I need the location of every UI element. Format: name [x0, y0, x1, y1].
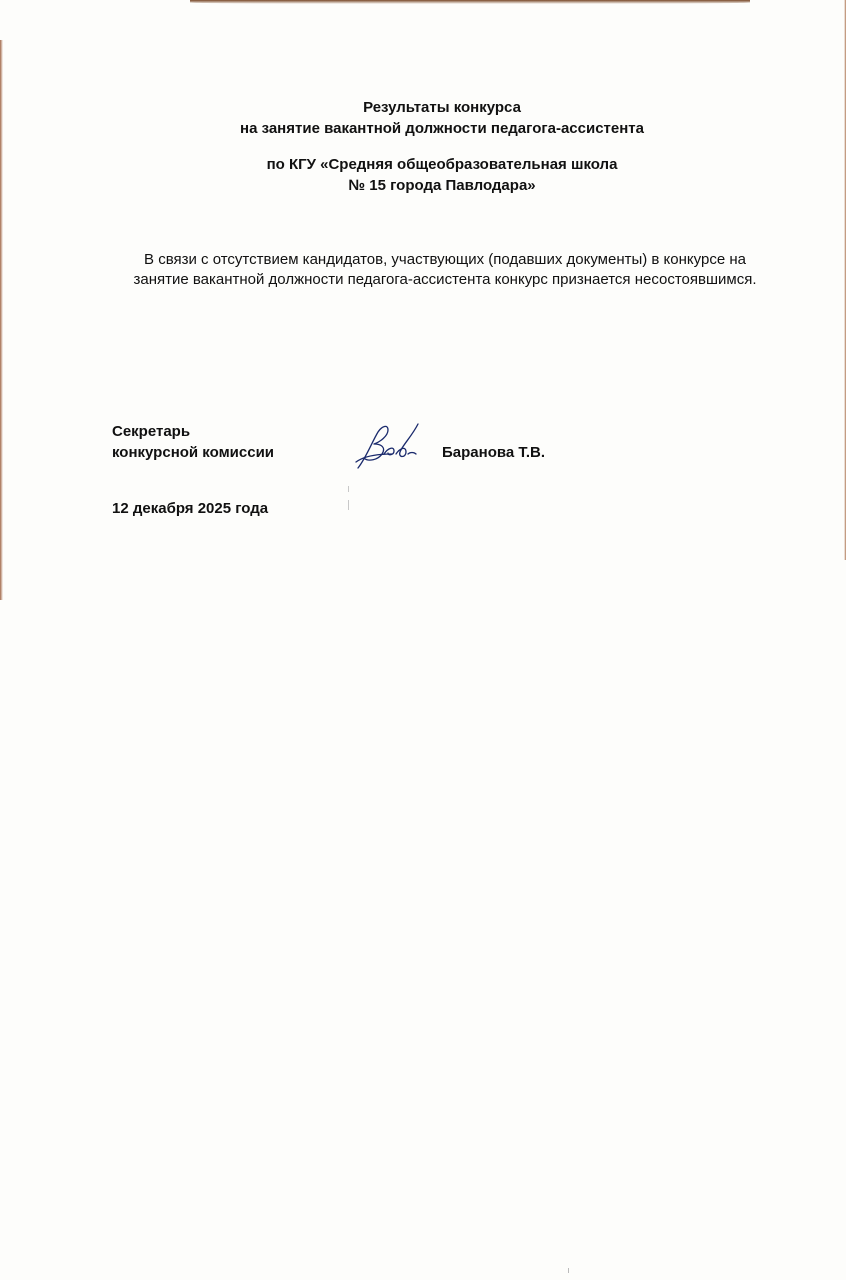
- signatory-role-line-1: Секретарь: [112, 423, 191, 440]
- scan-speck: [348, 500, 349, 510]
- body-line-1: В связи с отсутствием кандидатов, участвующих (подавших документы) в конкурсе на: [144, 251, 746, 268]
- body-line-2: занятие вакантной должности педагога-ассистента конкурс признается несостоявшимся.: [133, 271, 757, 288]
- scan-speck: [568, 1268, 569, 1273]
- document-header: [0, 97, 846, 196]
- title-line-2: на занятие вакантной должности педагога-ассистента: [240, 120, 644, 137]
- scan-edge-top: [190, 0, 750, 4]
- signatory-name: Баранова Т.В.: [442, 444, 546, 461]
- title-line-1: Результаты конкурса: [363, 99, 521, 116]
- signatory-role: [112, 421, 274, 463]
- document-date: 12 декабря 2025 года: [112, 500, 269, 517]
- signatory-role-line-2: конкурсной комиссии: [112, 444, 275, 461]
- organization-line-1: по КГУ «Средняя общеобразовательная школа: [266, 156, 618, 173]
- signature-icon: [352, 418, 428, 474]
- scan-speck: [348, 486, 349, 492]
- organization-line-2: № 15 города Павлодара»: [348, 177, 536, 194]
- document-body: [110, 250, 780, 290]
